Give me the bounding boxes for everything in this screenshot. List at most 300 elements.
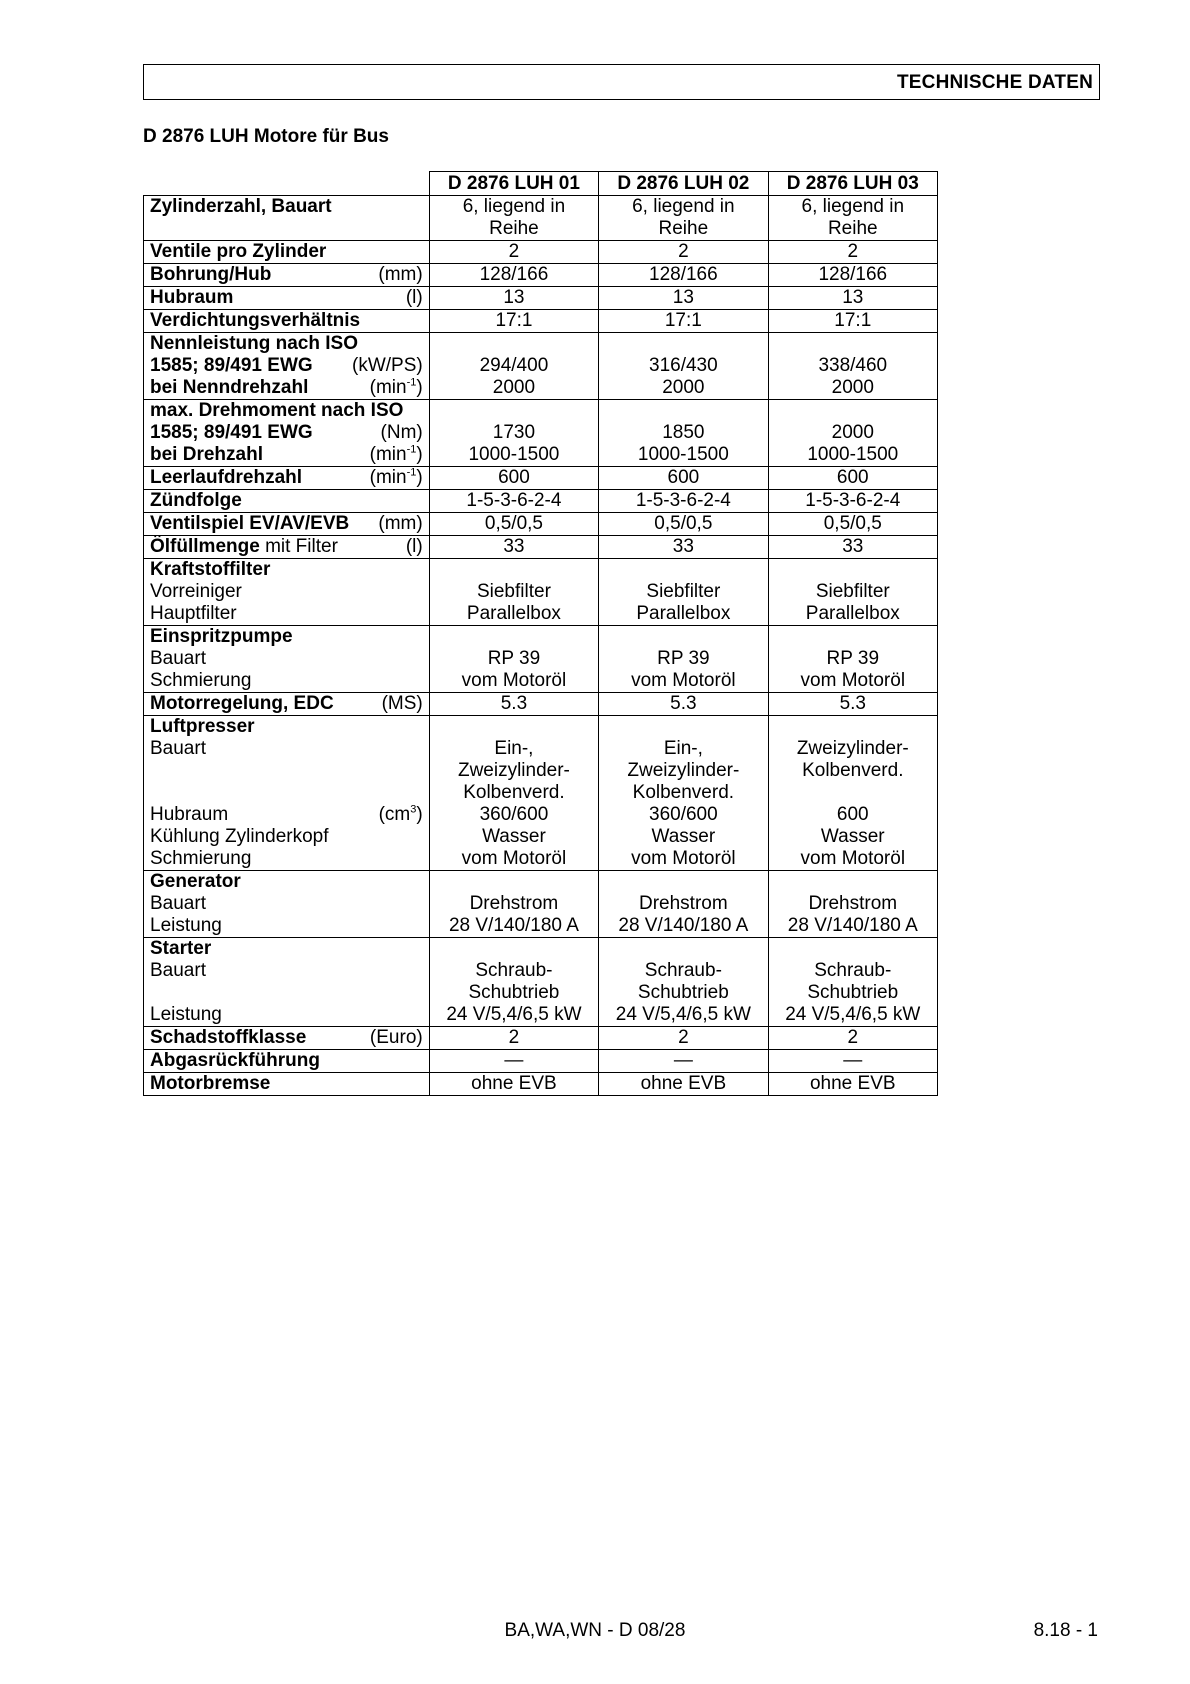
label-line [150,444,423,466]
label-line [150,982,423,1004]
label-line [150,1050,423,1072]
value-line: 360/600 [479,804,549,825]
value-line [605,938,761,960]
label-text [150,1073,270,1095]
unit-text: (l) [405,287,423,308]
spec-table [143,171,938,1096]
value-line: Wasser [820,826,885,847]
label-normal: Bauart [150,648,206,669]
label-text [150,738,206,760]
value-cell [768,693,937,716]
row-label-cell [144,287,430,310]
table-header-row [144,172,938,196]
value-line: 13 [842,287,864,308]
unit-text: (min [369,467,407,488]
unit-text: (Euro) [369,1027,423,1048]
value-cell [768,559,937,626]
label-text [150,716,255,738]
table-row [144,467,938,490]
label-text [150,581,242,603]
value-line: Drehstrom [808,893,898,914]
label-line [150,377,423,399]
unit-text: (mm) [378,264,423,285]
unit-label [382,693,423,715]
value-line: 5.3 [670,693,697,714]
label-text [150,400,403,422]
value-line [605,333,761,355]
label-bold: 1585; 89/491 EWG [150,422,313,443]
label-text [150,648,206,670]
unit-label [352,355,423,377]
value-cell [768,310,937,333]
value-line: 316/430 [649,355,718,376]
value-line: 17:1 [834,310,872,331]
value-line: 2 [508,1027,520,1048]
value-cell [599,938,768,1027]
value-cell [599,241,768,264]
label-line [150,333,423,355]
unit-text: (min [369,377,407,398]
value-line: Kolbenverd. [802,760,904,781]
value-cell [429,716,598,871]
value-cell [599,467,768,490]
value-line: Drehstrom [639,893,728,914]
value-cell [599,400,768,467]
label-line [150,693,423,715]
label-normal: Hubraum [150,804,229,825]
value-line: 13 [503,287,525,308]
value-line: 2000 [831,377,874,398]
row-label-cell [144,626,430,693]
value-line: RP 39 [487,648,541,669]
label-text [150,893,206,915]
label-line [150,648,423,670]
value-cell [599,716,768,871]
value-cell [768,333,937,400]
value-cell [599,310,768,333]
label-normal: Bauart [150,960,206,981]
row-label-cell [144,333,430,400]
value-line [436,938,592,960]
value-line [775,400,931,422]
table-row [144,716,938,871]
value-line: 2000 [831,422,874,443]
header-blank-cell [144,172,430,196]
section-header [143,64,1100,100]
unit-label [378,513,422,535]
row-label-cell [144,1050,430,1073]
value-line: 600 [836,467,869,488]
value-line: 2 [678,241,689,262]
value-line: 2 [847,241,859,262]
value-line: 2 [678,1027,689,1048]
value-line: RP 39 [657,648,710,669]
label-line [150,871,423,893]
row-label-cell [144,693,430,716]
label-bold: Motorbremse [150,1073,271,1094]
label-text [150,982,155,1004]
label-text [150,670,251,692]
label-line [150,536,423,558]
label-normal: Kühlung Zylinderkopf [150,826,329,847]
label-text [150,196,332,218]
value-line: 28 V/140/180 A [448,915,579,936]
label-text [150,938,211,960]
unit-text: (mm) [378,513,423,534]
value-line: 2 [847,1027,859,1048]
label-line [150,960,423,982]
value-cell [599,287,768,310]
label-line [150,559,423,581]
value-cell [599,1073,768,1096]
label-line [150,422,423,444]
value-line: Kolbenverd. [463,782,565,803]
label-text [150,241,326,263]
value-line: Siebfilter [476,581,551,602]
value-line: Schraub- [814,960,892,981]
label-line [150,196,423,218]
value-line: 1730 [492,422,536,443]
value-line: 2000 [662,377,705,398]
value-line: Ein-, [494,738,534,759]
label-normal: Schmierung [150,670,252,691]
value-cell [429,400,598,467]
table-row [144,626,938,693]
row-label-cell [144,513,430,536]
value-line [436,333,592,355]
value-cell [429,264,598,287]
value-cell [599,871,768,938]
value-line: 1000-1500 [468,444,560,465]
label-bold: Generator [150,871,241,892]
value-line: vom Motoröl [800,848,906,869]
value-line: 2000 [492,377,536,398]
label-line [150,241,423,263]
value-line [605,559,761,581]
label-bold: Bohrung/Hub [150,264,272,285]
unit-close: ) [416,467,423,488]
value-line [605,871,761,893]
label-bold: Ölfüllmenge [150,536,260,557]
value-cell [429,287,598,310]
label-text [150,848,251,870]
label-bold: 1585; 89/491 EWG [150,355,313,376]
label-bold: Luftpresser [150,716,255,737]
label-bold: Nennleistung nach ISO [150,333,358,354]
unit-superscript: -1 [406,443,417,456]
value-cell [429,938,598,1027]
value-cell [768,1027,937,1050]
footer-document-code: BA,WA,WN - D 08/28 [504,1620,686,1641]
label-line [150,287,423,309]
value-line: Reihe [489,218,539,239]
value-cell [599,1027,768,1050]
label-bold: Ventile pro Zylinder [150,241,327,262]
unit-close: ) [416,804,423,825]
label-line [150,782,423,804]
label-bold: max. Drehmoment nach ISO [150,400,404,421]
label-line [150,1004,423,1026]
value-cell [768,536,937,559]
value-cell [768,626,937,693]
value-cell [429,310,598,333]
unit-text: (kW/PS) [352,355,423,376]
value-line: 128/166 [818,264,888,285]
value-cell [599,490,768,513]
value-cell [429,626,598,693]
unit-label [370,444,423,466]
row-label-cell [144,1027,430,1050]
label-text [150,804,228,826]
label-bold: Ventilspiel EV/AV/EVB [150,513,350,534]
unit-label [379,804,423,826]
value-line: vom Motoröl [800,670,906,691]
table-body [144,196,938,1096]
value-line: vom Motoröl [461,670,567,691]
value-cell [768,467,937,490]
value-cell [768,490,937,513]
row-label-cell [144,490,430,513]
label-normal: Bauart [150,893,206,914]
column-header: D 2876 LUH 02 [599,172,768,196]
value-line: Siebfilter [815,581,890,602]
section-title: TECHNISCHE DATEN [896,72,1093,93]
table-row [144,333,938,400]
value-line: 1850 [662,422,705,443]
value-cell [768,938,937,1027]
table-row [144,559,938,626]
label-line [150,513,423,535]
unit-text: (l) [405,536,423,557]
label-line [150,893,423,915]
value-line: vom Motoröl [461,848,567,869]
value-cell [429,871,598,938]
value-line: 28 V/140/180 A [787,915,918,936]
value-cell [429,196,598,241]
value-line: RP 39 [826,648,880,669]
value-line: 1000-1500 [807,444,899,465]
label-text [150,826,329,848]
label-bold: bei Drehzahl [150,444,263,465]
value-line: 600 [667,467,700,488]
label-line [150,264,423,286]
value-cell [429,1073,598,1096]
value-line: ohne EVB [640,1073,727,1094]
table-row [144,1050,938,1073]
value-line: 33 [672,536,694,557]
label-text [150,782,155,804]
label-line [150,826,423,848]
label-text [150,915,222,937]
value-line [775,333,931,355]
column-header: D 2876 LUH 01 [429,172,598,196]
label-bold: Einspritzpumpe [150,626,293,647]
value-cell [768,196,937,241]
value-line: 600 [836,804,869,825]
value-line: Schraub- [475,960,553,981]
column-header: D 2876 LUH 03 [768,172,937,196]
table-row [144,196,938,241]
unit-superscript: 3 [410,803,417,816]
row-label-cell [144,871,430,938]
value-cell [429,1050,598,1073]
label-bold: Verdichtungsverhältnis [150,310,361,331]
label-text [150,287,233,309]
value-cell [768,241,937,264]
label-text [150,603,237,625]
label-bold: Kraftstoffilter [150,559,271,580]
value-line [775,716,931,738]
table-row [144,1073,938,1096]
label-line [150,915,423,937]
row-label-cell [144,1073,430,1096]
row-label-cell [144,716,430,871]
value-line: ohne EVB [471,1073,557,1094]
value-line: 0,5/0,5 [823,513,882,534]
value-line: Parallelbox [466,603,561,624]
unit-close: ) [416,377,423,398]
value-line: 600 [498,467,530,488]
label-line [150,467,423,489]
value-line: 24 V/5,4/6,5 kW [785,1004,921,1025]
value-line: 33 [842,536,864,557]
value-line: 5.3 [839,693,866,714]
label-normal: Leistung [150,1004,222,1025]
label-normal: Schmierung [150,848,252,869]
label-text [150,444,263,466]
label-text [150,422,313,444]
label-bold: bei Nenndrehzahl [150,377,309,398]
value-line [775,871,931,893]
label-line [150,355,423,377]
label-normal: Leistung [150,915,222,936]
unit-text: (cm [378,804,411,825]
label-text [150,1027,306,1049]
value-cell [599,1050,768,1073]
label-line [150,400,423,422]
label-line [150,938,423,960]
value-cell [768,287,937,310]
unit-text: (MS) [381,693,423,714]
label-bold: Zylinderzahl, Bauart [150,196,332,217]
row-label-cell [144,400,430,467]
label-line [150,603,423,625]
table-row [144,490,938,513]
label-line [150,626,423,648]
value-line: 33 [503,536,525,557]
value-line: Parallelbox [805,603,900,624]
value-line: Kolbenverd. [632,782,735,803]
label-line [150,848,423,870]
row-label-cell [144,264,430,287]
label-bold: Abgasrückführung [150,1050,320,1071]
value-line: Schubtrieb [468,982,560,1003]
unit-text: (Nm) [380,422,423,443]
value-line: Reihe [827,218,878,239]
document-title: D 2876 LUH Motore für Bus [143,126,389,147]
value-line: Zweizylinder- [457,760,570,781]
value-cell [429,333,598,400]
value-line: Wasser [482,826,546,847]
unit-label [406,287,423,309]
label-line [150,738,423,760]
value-line: 338/460 [818,355,888,376]
value-cell [599,693,768,716]
value-cell [768,871,937,938]
value-cell [599,513,768,536]
unit-text: (min [369,444,407,465]
label-text [150,760,155,782]
value-line [775,626,931,648]
value-cell [599,264,768,287]
table-row [144,938,938,1027]
value-line: — [843,1050,863,1071]
label-line [150,716,423,738]
label-line [150,760,423,782]
value-cell [768,513,937,536]
value-cell [429,490,598,513]
label-text [150,377,308,399]
value-line: 6, liegend in [801,196,905,217]
label-text [150,693,334,715]
value-line: Drehstrom [469,893,559,914]
value-line: — [504,1050,524,1071]
label-normal: Vorreiniger [150,581,242,602]
table-row [144,536,938,559]
label-text [150,467,302,489]
label-text [150,264,271,286]
value-line: vom Motoröl [631,848,736,869]
row-label-cell [144,196,430,241]
value-line: 17:1 [495,310,533,331]
label-normal: mit Filter [259,536,338,557]
value-cell [599,536,768,559]
value-line: 0,5/0,5 [654,513,713,534]
unit-label [406,536,423,558]
value-cell [429,693,598,716]
value-cell [599,559,768,626]
value-line: 1-5-3-6-2-4 [466,490,562,511]
value-line: — [673,1050,693,1071]
label-text [150,310,360,332]
row-label-cell [144,559,430,626]
value-cell [768,1050,937,1073]
value-cell [429,467,598,490]
value-line: Reihe [658,218,709,239]
unit-superscript: -1 [406,466,417,479]
label-line [150,1073,423,1095]
label-text [150,536,338,558]
value-line: 294/400 [479,355,549,376]
label-text [150,626,293,648]
value-line: 17:1 [664,310,702,331]
value-cell [429,536,598,559]
label-text [150,1004,222,1026]
label-bold: Hubraum [150,287,234,308]
table-row [144,241,938,264]
value-line: 24 V/5,4/6,5 kW [615,1004,751,1025]
unit-close: ) [416,444,423,465]
value-line [605,400,761,422]
unit-superscript: -1 [406,376,417,389]
value-line: 1-5-3-6-2-4 [805,490,901,511]
value-cell [768,264,937,287]
value-line: 6, liegend in [632,196,735,217]
value-line: 24 V/5,4/6,5 kW [446,1004,582,1025]
value-cell [429,559,598,626]
value-line: 1000-1500 [637,444,729,465]
value-line [605,626,761,648]
